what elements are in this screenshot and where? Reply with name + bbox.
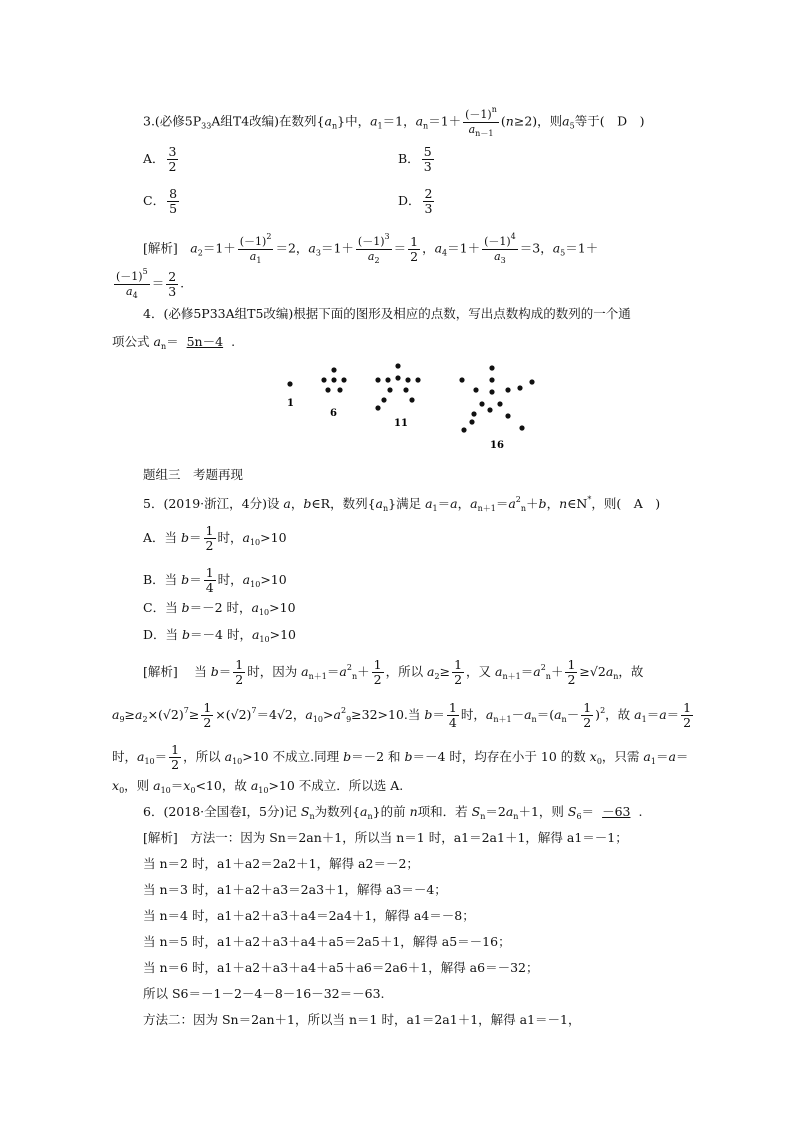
dot [337,387,342,392]
dot [385,377,390,382]
dot [381,397,386,402]
figure-label-1: 1 [287,398,294,409]
dot [375,377,380,382]
q5-option-a: A．当 b＝ $\frac{1}{2}$ 时，$a_{10}>10$ [143,523,287,553]
dot [489,377,494,382]
q5-analysis-line4: $x_0$，则 $a_{10}=x_0<10$，故 $a_{10}>10$ 不成立．所以选 A. [112,778,404,795]
q5-analysis-line2: $a_9\ge a_2\times(√2)^7\ge$ $\frac{1}{2}$ $\times(√2)^7=4√2$，$a_{10}>a^2_9\ge 32>10$.当 b＝ $\frac{1}{4}$ 时，$a_{n+1}-a_n=(a_n-$ $\frac{1}{2}$ )$^2$，故 $a_1=a=$ $\frac{1}{2}$ [112,700,692,730]
q6-analysis-line3: 当 n＝3 时，a1＋a2＋a3＝2a3＋1，解得 a3＝－4； [143,882,447,897]
figure-label-11: 11 [394,418,408,429]
q6-analysis-line7: 所以 S6＝－1－2－4－8－16－32＝－63. [143,986,385,1001]
q6-analysis-line5: 当 n＝5 时，a1＋a2＋a3＋a4＋a5＝2a5＋1，解得 a5＝－16； [143,934,511,949]
dot [331,367,336,372]
q6-analysis-line1: [解析] 方法一：因为 Sn＝2an＋1，所以当 n＝1 时，a1＝2a1＋1，解得 a1＝－1； [143,830,628,845]
q3-analysis-line1: [解析] $a_2=1+$ $\frac{(-1)^2}{a_1}$ ＝2，$a_3=1+$ $\frac{(-1)^3}{a_2}$ ＝ $\frac{1}{2}$ ，$a_4=1+$ $\frac{(-1)^4}{a_3}$ ＝3，$a_5=1+$ [143,232,599,265]
dot [505,387,510,392]
q5-stem: 5．(2019·浙江，4分)设 a，b∈R，数列$\{a_n\}$满足 $a_1=a$，$a_{n+1}=a^2_n+b$，n∈N*，则( A ) [143,495,661,513]
dot [469,419,474,424]
q6-analysis-line8: 方法二：因为 Sn＝2an＋1，所以当 n＝1 时，a1＝2a1＋1，解得 a1＝－1， [143,1012,581,1027]
q6-analysis-line4: 当 n＝4 时，a1＋a2＋a3＋a4＝2a4＋1，解得 a4＝－8； [143,908,475,923]
dot [387,387,392,392]
q3-stem: 3.(必修$5P_{33}A$组T4改编)在数列$\{a_n\}$中，$a_1=1$，$a_n=1+$ $\frac{(-1)^n}{a_{n-1}}$ (n≥2)，则$a_5$等于( D ) [143,105,645,138]
dot [459,377,464,382]
q6-answer: －63 [602,804,631,819]
dot [405,377,410,382]
dot [331,377,336,382]
dot [471,411,476,416]
dot [395,363,400,368]
dot [403,387,408,392]
dot [461,427,466,432]
dot [325,387,330,392]
q6-analysis-line2: 当 n＝2 时，a1＋a2＝2a2＋1，解得 a2＝－2； [143,856,419,871]
figure-label-6: 6 [330,408,337,419]
q3-option-d: D． $\frac{2}{3}$ [398,186,433,216]
q4-answer: 5n－4 [186,334,224,349]
dot [489,365,494,370]
q5-option-c: C．当 b＝－2 时，$a_{10}>10$ [143,600,296,617]
dot [395,375,400,380]
dot [321,377,326,382]
q3-answer: D [617,113,628,129]
q3-option-a: A． $\frac{3}{2}$ [143,144,177,174]
q3-analysis-line2: $\frac{(-1)^5}{a_4}$ ＝ $\frac{2}{3}$ . [116,267,185,300]
q5-analysis-line1: [解析] 当 b＝ $\frac{1}{2}$ 时，因为 $a_{n+1}=a^2_n+$ $\frac{1}{2}$ ，所以 $a_2\ge$ $\frac{1}{2}$ ，又 $a_{n+1}=a^2_n+$ $\frac{1}{2}$ $\ge√2a_n$，故 [143,657,644,687]
q6-analysis-line6: 当 n＝6 时，a1＋a2＋a3＋a4＋a5＋a6＝2a6＋1，解得 a6＝－32； [143,960,539,975]
dot [517,385,522,390]
dot [529,379,534,384]
q3-option-c: C． $\frac{8}{5}$ [143,186,178,216]
dot [487,407,492,412]
dot [505,413,510,418]
section-heading: 题组三 考题再现 [143,467,244,482]
dot [415,377,420,382]
dot-pattern-figure [278,360,548,460]
dot [479,401,484,406]
q5-option-d: D．当 b＝－4 时，$a_{10}>10$ [143,627,296,644]
q5-analysis-line3: 时，$a_{10}=$ $\frac{1}{2}$ ，所以 $a_{10}>10$ 不成立.同理 b＝－2 和 b＝－4 时，均存在小于 10 的数 $x_0$，只需 $a_1=a=$ [112,742,689,772]
dot [409,397,414,402]
q4-line1: 4．(必修5P33A组T5改编)根据下面的图形及相应的点数，写出点数构成的数列的一个通 [143,306,631,321]
dot [497,401,502,406]
q6-stem: 6．(2018·全国卷Ⅰ，5分)记 $S_n$为数列$\{a_n\}$的前 n项和．若 $S_n=2a_n+1$，则 $S_6= -63$ . [143,804,643,821]
dot [287,381,292,386]
dot [473,387,478,392]
q5-option-b: B．当 b＝ $\frac{1}{4}$ 时，$a_{10}>10$ [143,565,287,595]
figure-label-16: 16 [490,440,504,451]
q4-line2: 项公式 $a_n= 5n-4$ . [112,334,236,351]
dot [341,377,346,382]
q3-option-b: B． $\frac{5}{3}$ [398,144,432,174]
dot [375,405,380,410]
dot [489,389,494,394]
q5-answer: A [633,496,643,511]
dot [519,425,524,430]
